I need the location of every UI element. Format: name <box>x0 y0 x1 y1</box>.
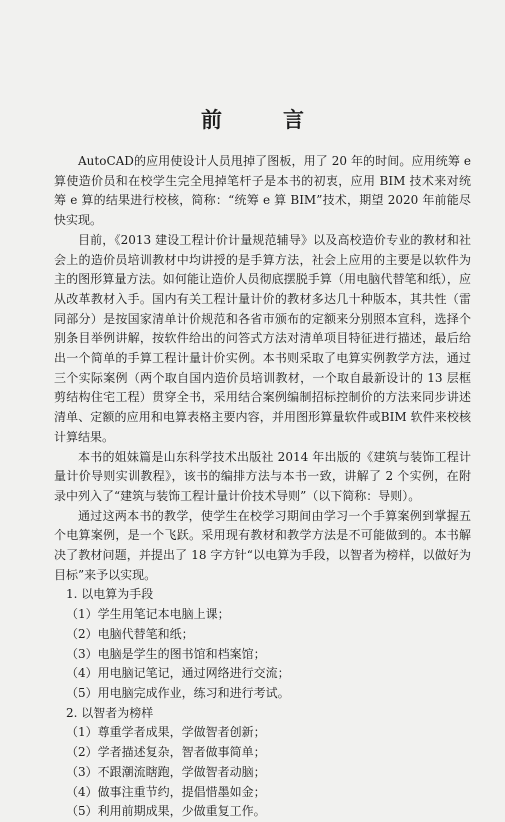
list-item: （2）学者描述复杂，智者做事简单； <box>66 745 266 760</box>
list-item: （5）利用前期成果，少做重复工作。 <box>66 804 266 819</box>
list-item: （3）不跟潮流瞎跑，学做智者动脑； <box>66 764 266 779</box>
list-item: （5）用电脑完成作业，练习和进行考试。 <box>66 685 290 700</box>
list-item: （4）用电脑记笔记，通过网络进行交流； <box>66 666 290 681</box>
list-item: （2）电脑代替笔和纸； <box>66 626 194 641</box>
list-item: （4）做事注重节约，提倡惜墨如金； <box>66 784 266 799</box>
list-item: （1）学生用笔记本电脑上课； <box>66 607 230 622</box>
page-title: 前 言 <box>201 107 324 132</box>
section-heading: 1. 以电算为手段 <box>66 587 154 602</box>
paragraph: AutoCAD的应用使设计人员甩掉了图板，用了 20 年的时间。应用统筹 e 算使造价员和在校学生完全甩掉笔杆子是本书的初衷，应用 BIM 技术来对统筹 e 算的结果进行校核，简称：“统筹 e 算 BIM”技术，期望 2020 年前能尽快实现。 <box>54 154 471 228</box>
section-heading: 2. 以智者为榜样 <box>66 705 154 720</box>
paragraph: 本书的姐妹篇是山东科学技术出版社 2014 年出版的《建筑与装饰工程计量计价导则实训教程》，该书的编排方法与本书一致，讲解了 2 个实例，在附录中列入了“建筑与装饰工程计量计价技术导则”（以下简称：导则）。 <box>54 449 471 503</box>
body-text <box>54 152 471 822</box>
list-item: （3）电脑是学生的图书馆和档案馆； <box>66 646 266 661</box>
list-item: （1）尊重学者成果，学做智者创新； <box>66 725 266 740</box>
paragraph: 通过这两本书的教学，使学生在校学习期间由学习一个手算案例到掌握五个电算案例，是一个飞跃。采用现有教材和教学方法是不可能做到的。本书解决了教材问题，并提出了 18 字方针“以电算为手段，以智者为榜样，以做好为目标”来予以实现。 <box>54 508 471 582</box>
paragraph: 目前，《2013 建设工程计价计量规范辅导》以及高校造价专业的教材和社会上的造价员培训教材中均讲授的是手算方法，社会上应用的主要是以软件为主的图形算量方法。如何能让造价人员彻底摆脱手算（用电脑代替笔和纸），应从改革教材入手。国内有关工程计量计价的教材多达几十种版本，其共性（雷同部分）是按国家清单计价规范和各省市颁布的定额来分别照本宣科，选择个别条目举例讲解，按软件给出的问答式方法对清单项目特征进行描述，最后给出一个简单的手算工程计量计价实例。本书则采取了电算实例教学方法，通过三个实际案例（两个取自国内造价员培训教材，一个取自最新设计的 13 层框剪结构住宅工程）贯穿全书，采用结合案例编制招标控制价的方法来同步讲述清单、定额的应用和电算表格主要内容，并用图形算量软件或BIM 软件来校核计算结果。 <box>54 232 471 444</box>
